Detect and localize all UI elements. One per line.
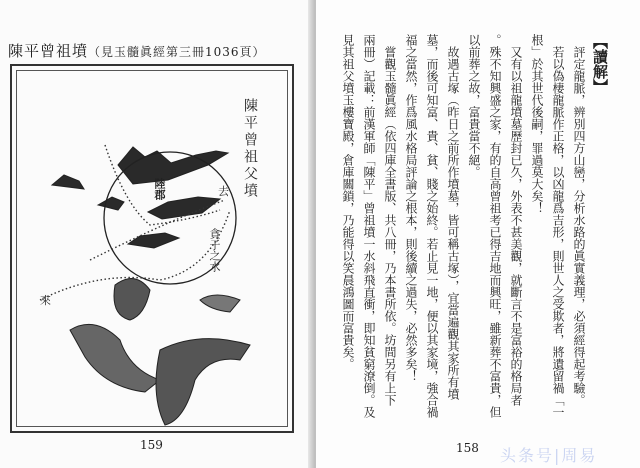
title-main: 陳平曾祖墳 <box>8 42 89 60</box>
rock-4 <box>200 295 240 312</box>
feng-shui-diagram <box>0 0 312 468</box>
left-page <box>0 0 312 468</box>
mountain-left <box>52 175 84 189</box>
text-column: 嘗觀玉髓眞經（依四庫全書版、共八冊，乃本書所依。坊間另有上下 <box>383 34 397 406</box>
page-number-left: 159 <box>140 438 163 452</box>
mountain-inner-2 <box>128 233 179 248</box>
text-column: 故遇古塚（昨日之前所作墳墓，皆可稱古塚），宜當遍觀其家所有墳 <box>446 34 460 400</box>
text-column: 若以偽棲龍脈作正格，以凶龍爲吉形，則世人之受欺者，將遺留禍「一 <box>551 34 565 418</box>
label-go: 去 <box>218 185 229 198</box>
rock-1 <box>114 279 150 320</box>
watermark: 头条号|周易 <box>500 446 598 465</box>
title-reference: （見玉髓眞經第三冊1036頁） <box>88 45 266 59</box>
text-column: 根」於其世代後嗣，罪過莫大矣！ <box>530 34 544 214</box>
label-center: 陸郡 <box>153 178 166 200</box>
text-column: 又有以祖龍墳墓歷封已久，外表不甚美觀，就斷言不是富裕的格局者 <box>509 34 523 406</box>
diagram-caption: 陳平曾祖父墳 <box>242 98 258 200</box>
text-column: 墓，而後可知富、貴、貧、賤之始終。若止見一地，便以其家境，強合禍 <box>425 34 439 418</box>
body-text <box>337 34 610 438</box>
text-column: 兩冊）記載：前漢軍師「陳平」曾祖墳一水斜飛直衝，即知貧窮潦倒。及 <box>362 34 376 418</box>
label-water: 貪子之水 <box>208 228 221 272</box>
right-page <box>316 0 640 468</box>
section-heading: 【讀解】 <box>591 34 609 94</box>
label-come: 來 <box>40 294 51 307</box>
mountain-inner-1 <box>148 197 220 219</box>
rock-2 <box>70 324 160 392</box>
text-column: 評定龍脈，辨別四方山巒，分析水路的眞實義理，必須經得起考驗。 <box>572 34 586 406</box>
mountain-left-2 <box>98 197 124 210</box>
text-column: 見其祖父墳玉樓寶殿，倉庫關鎖，乃能得以笑晨鴻圖而富貴矣。 <box>341 34 355 370</box>
text-column: 以前葬之故，富貴當不絕。 <box>467 34 481 178</box>
page-number-right: 158 <box>456 441 479 455</box>
rock-3 <box>156 339 250 425</box>
text-column: 福之當然，作爲風水格局評論之根本，則後續之過失，必然多矣！ <box>404 34 418 382</box>
text-column: 。殊不知興盛之家，有的自高曾祖考已得吉地而興旺，雖新葬不富貴，但 <box>488 34 502 418</box>
